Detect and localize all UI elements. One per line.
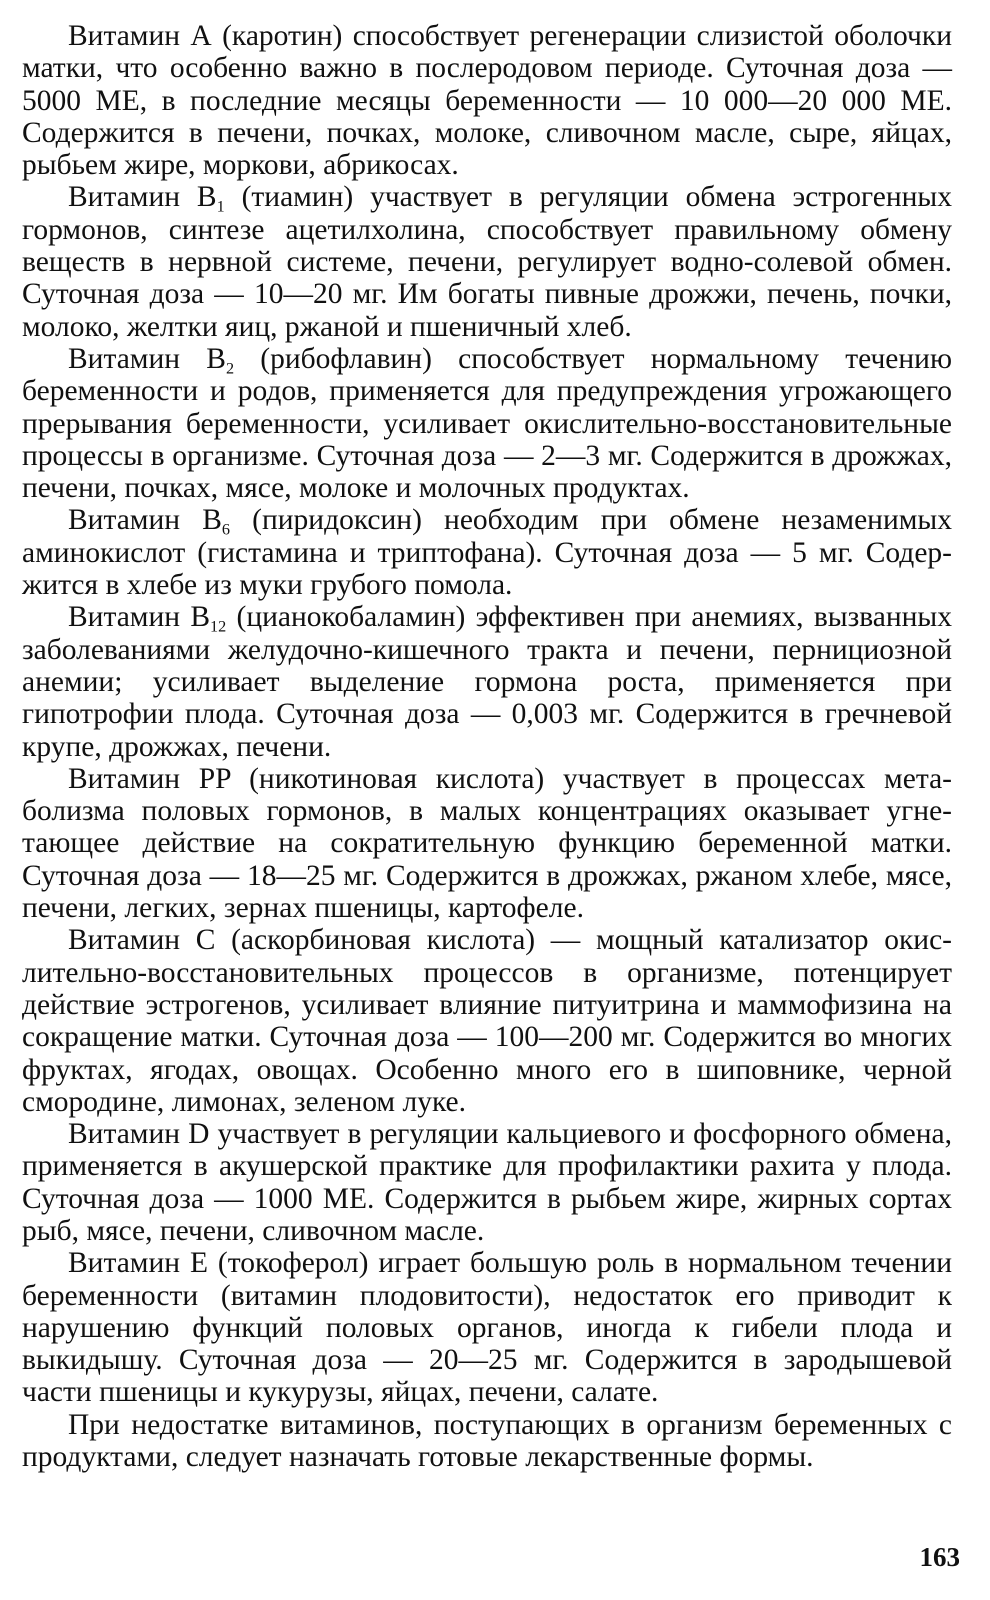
paragraph-vitamin-b12 bbox=[22, 601, 952, 762]
paragraph-vitamin-b1 bbox=[22, 181, 952, 342]
paragraph-text: Витамин Е (токоферол) играет большую роль в нормальном течении беременности (витамин плодовитости), недостаток его приводит к нарушению функций половых органов, иногда к гибели плода и выкидышу. Суточная доза — 20—25 мг. Содержится в зародышевой части пшеницы и кукурузы, яйцах, печени, салате. bbox=[22, 1247, 952, 1409]
paragraph-text: (рибофлавин) способствует нормальному течению беременности и родов, применяется для предупреждения угрожающего прерывания беременности, усиливает окислительно-восстановительные процессы в организме. Суточная доза — 2—3 мг. Содержится в дрожжах, печени, почках, мясе, молоке и молочных продуктах. bbox=[22, 342, 952, 505]
paragraph-text: При недостатке витаминов, поступающих в организм беременных с продуктами, следует назначать готовые лекарственные формы. bbox=[22, 1408, 952, 1474]
page-number: 163 bbox=[919, 1542, 960, 1572]
paragraph-text: Витамин B bbox=[68, 181, 217, 214]
paragraph-text: Витамин B bbox=[68, 342, 226, 375]
paragraph-text: Витамин D участвует в регуляции кальциевого и фосфорного обмена, применяется в акушерской практике для профилактики рахита у плода. Суточная доза — 1000 МЕ. Содержится в рыбьем жире, жирных сортах рыб, мясе, печени, сливочном масле. bbox=[22, 1118, 952, 1247]
paragraph-text: Витамин PP (никотиновая кислота) участвует в процессах метаболизма половых гормонов, в малых концентрациях оказывает угнетающее действие на сократительную функцию беременной матки. Суточная доза — 18—25 мг. Содержится в дрожжах, ржаном хлебе, мясе, печени, легких, зернах пшеницы, картофеле. bbox=[22, 762, 952, 925]
paragraph-text: (цианокобаламин) эффективен при анемиях, вызванных заболеваниями желудочно-кишечного тракта и печени, пернициозной анемии; усиливает выделение гормона роста, применяется при гипотрофии плода. Суточная доза — 0,003 мг. Содержится в гречневой крупе, дрожжах, печени. bbox=[22, 601, 952, 763]
paragraph-vitamin-a bbox=[22, 20, 952, 181]
paragraph-text: Витамин А (каротин) способствует регенерации слизистой оболочки матки, что особенно важно в послеродовом периоде. Суточная доза — 5000 МЕ, в последние месяцы беременности — 10 000—20 000 МЕ. Содержится в печени, почках, молоке, сливочном масле, сыре, яйцах, рыбьем жире, моркови, абрикосах. bbox=[22, 20, 952, 182]
subscript: 1 bbox=[216, 198, 225, 217]
paragraph-text: Витамин B bbox=[68, 601, 211, 634]
paragraph-vitamin-b2 bbox=[22, 343, 952, 504]
paragraph-vitamin-b6 bbox=[22, 504, 952, 601]
subscript: 2 bbox=[225, 359, 235, 378]
paragraph-conclusion bbox=[22, 1409, 952, 1474]
paragraph-vitamin-d bbox=[22, 1118, 952, 1247]
subscript: 6 bbox=[221, 521, 230, 540]
paragraph-text: Витамин С (аскорбиновая кислота) — мощный катализатор окислительно-восстановительных процессов в организме, потенцирует действие эстрогенов, усиливает влияние питуитрина и маммофизина на сокращение матки. Суточная доза — 100—200 мг. Содержится во многих фруктах, ягодах, овощах. Особенно много его в шиповнике, черной смородине, лимонах, зеленом луке. bbox=[22, 924, 952, 1118]
paragraph-vitamin-e bbox=[22, 1247, 952, 1408]
paragraph-text: (тиамин) участвует в регуляции обмена эстрогенных гормонов, синтезе ацетилхолина, способствует правильному обмену веществ в нервной системе, печени, регулирует водно-солевой обмен. Суточная доза — 10—20 мг. Им богаты пивные дрожжи, печень, почки, молоко, желтки яиц, ржаной и пшеничный хлеб. bbox=[22, 181, 952, 343]
paragraph-vitamin-c bbox=[22, 924, 952, 1118]
subscript: 12 bbox=[210, 618, 227, 637]
paragraph-text: (пиридоксин) необходим при обмене незаменимых аминокислот (гистамина и триптофана). Суточная доза — 5 мг. Содержится в хлебе из муки грубого помола. bbox=[22, 504, 952, 602]
paragraph-vitamin-pp bbox=[22, 763, 952, 924]
paragraph-text: Витамин B bbox=[68, 504, 222, 537]
page-body bbox=[22, 20, 952, 1473]
